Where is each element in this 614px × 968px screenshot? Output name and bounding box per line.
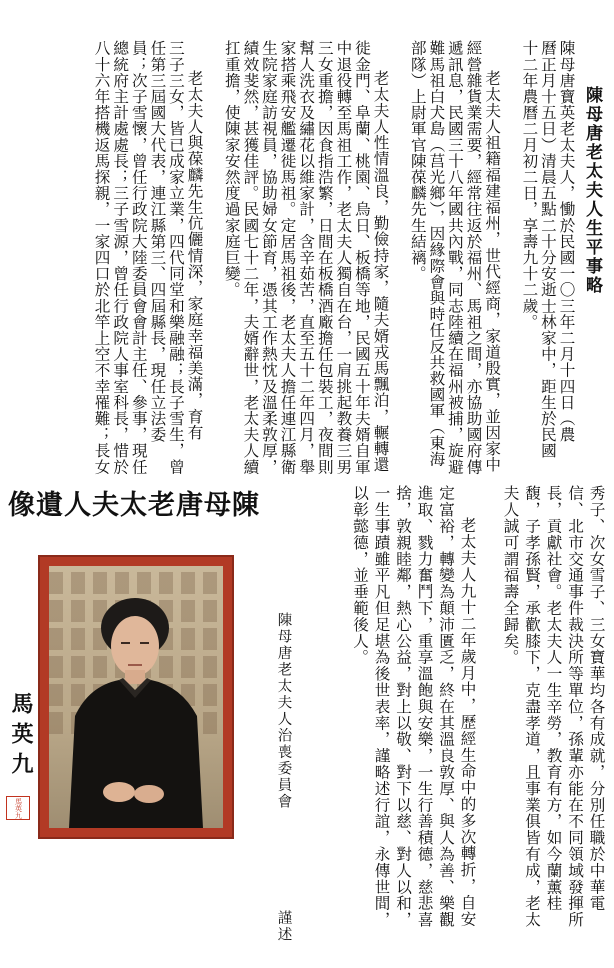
text-column: 家搭乘飛安艦遷徙馬祖。定居馬祖後，老太夫人擔任連江縣衛 [278, 40, 297, 475]
text-column: 信、北市交通事件裁決所等單位，孫輩亦能在不同領域發揮所 [566, 485, 585, 928]
text-column: 三女重擔，因食指浩繁，日間在板橋酒廠擔任包裝工，夜間則 [315, 40, 334, 475]
text-column: 陳母唐寶英老太夫人，慟於民國一〇三年二月十四日（農 [557, 40, 576, 443]
text-column: 馥，子孝孫賢，承歡膝下，克盡孝道，且事業俱皆有成，老太 [523, 485, 542, 928]
committee-signature: 陳母唐老太夫人治喪委員會 [275, 612, 292, 810]
text-column: 部隊）上尉軍官陳葆麟先生結褵。 [408, 40, 427, 282]
closing-text: 謹述 [275, 910, 292, 943]
red-seal-stamp: 馬英九 [6, 796, 30, 820]
text-column: 曆正月十五日）清晨五點二十分安逝士林家中，距生於民國 [538, 40, 557, 459]
text-column: 扛重擔，使陳家安然度過家庭巨變。 [222, 40, 241, 298]
text-column: 三子三女，皆已成家立業，四代同堂和樂融融；長子雪生，曾 [166, 40, 185, 475]
text-column: 員；次子雪懷，曾任行政院大陸委員會會計主任、參事，現任 [129, 40, 148, 475]
text-column: 難馬祖白犬島（莒光鄉），因緣際會與時任反共救國軍（東海 [427, 40, 446, 467]
text-column: 八十六年搭機返馬探親，一家四口於北竿上空不幸罹難；長女 [92, 40, 111, 475]
text-column: 十二年農曆二月初二日，享壽九十二歲。 [520, 40, 539, 330]
text-column: 以彰懿德，並垂範後人。 [351, 485, 370, 666]
text-column: 捨，敦親睦鄰，熱心公益，對上以敬、對下以慈、對人以和， [394, 485, 413, 928]
text-column: 遞訊息，民國三十八年國共內戰，同志陸續在福州被捕，旋避 [445, 40, 464, 475]
portrait-photo [38, 555, 234, 839]
portrait-figure [49, 566, 223, 828]
text-column: 一生事蹟雖平凡但足堪為後世表率，謹略述行誼，永傳世間， [372, 485, 391, 928]
text-column: 老太夫人與葆麟先生伉儷情深，家庭幸福美滿，育有 [185, 70, 204, 441]
text-column: 老太夫人祖籍福建福州，世代經商，家道殷實，並因家中 [483, 70, 502, 473]
text-column: 徙金門、阜蘭、桃園、烏日、板橋等地，民國五十年夫婿自軍 [352, 40, 371, 475]
text-column: 總統府主計處處長；三子雪源，曾任行政院人事室科長，惜於 [111, 40, 130, 475]
portrait-title: 像遺人夫太老唐母陳 [8, 490, 260, 521]
text-column: 進取、戮力奮鬥下，重享溫飽與安樂，一生行善積德，慈悲喜 [415, 485, 434, 928]
document-title: 陳母唐老太夫人生平事略 [582, 86, 602, 295]
calligrapher-signature: 馬英九 [8, 692, 34, 782]
text-column: 老太夫人性情溫良，勤儉持家，隨夫婿戎馬飄泊，輾轉還 [371, 70, 390, 473]
text-column: 定富裕，轉變為顛沛匱乏，終在其溫良敦厚、與人為善、樂觀 [437, 485, 456, 928]
text-column: 秀子、次女雪子、三女寶華均各有成就，分別任職於中華電 [587, 485, 606, 912]
text-column: 老太夫人九十二年歲月中，歷經生命中的多次轉折，自安 [458, 517, 477, 927]
text-column: 經營雜貨業需要，經常往返於福州、馬祖之間，亦協助國府傳 [464, 40, 483, 475]
text-column: 夫人誠可謂福壽全歸矣。 [501, 485, 520, 666]
text-column: 中退役轉至馬祖工作，老太夫人獨自在台，一肩挑起教養三男 [334, 40, 353, 475]
text-column: 幫人洗衣及繡花以維家計，含辛茹苦，直至五十二年四月，舉 [297, 40, 316, 475]
text-column: 生院家庭訪視員，協助婦女節育，憑其工作熱忱及溫柔敦厚， [259, 40, 278, 475]
text-column: 任第三屆國大代表，連江縣第三、四屆縣長，現任立法委 [148, 40, 167, 443]
text-column: 長，貢獻社會。老太夫人一生辛勞，教育有方，如今蘭薰桂 [544, 485, 563, 912]
text-column: 績效斐然，甚獲佳評。民國七十二年，夫婿辭世，老太夫人續 [241, 40, 260, 475]
